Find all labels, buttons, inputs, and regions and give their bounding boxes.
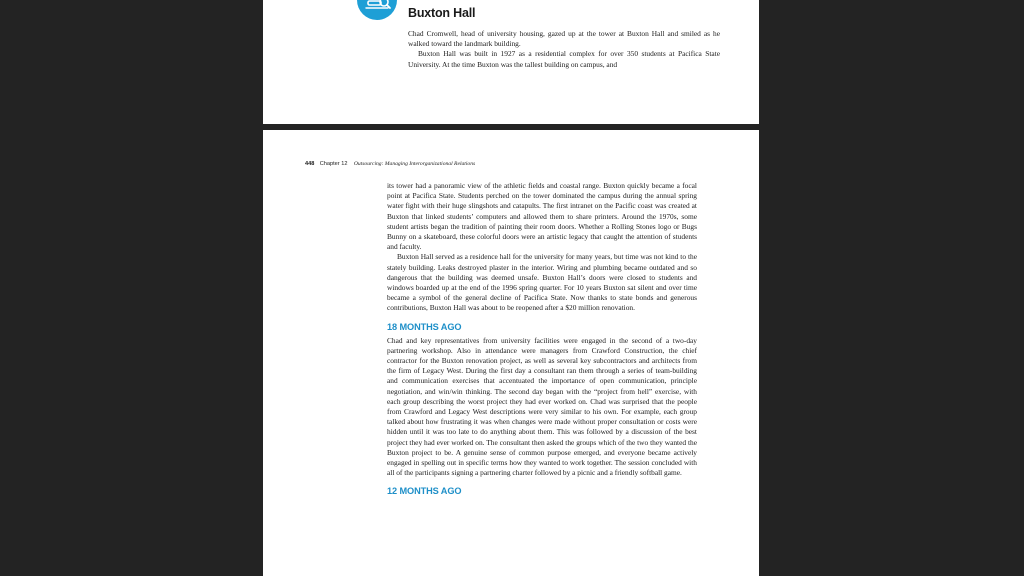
case-study-icon bbox=[357, 0, 397, 20]
page-top bbox=[263, 0, 759, 124]
paragraph: Chad Cromwell, head of university housing, gazed up at the tower at Buxton Hall and smiled as he walked toward the landmark building. bbox=[408, 29, 720, 49]
page-448 bbox=[263, 130, 759, 576]
case-title: Buxton Hall bbox=[408, 6, 476, 20]
paragraph: its tower had a panoramic view of the athletic fields and coastal range. Buxton quickly became a focal point at Pacifica State. Students perched on the tower dominated the campus during the annual spring water fight with their huge slingshots and catapults. The first intranet on the Pacific coast was created at Buxton that linked students’ computers and allowed them to share printers. Around the 1970s, some student artists began the tradition of painting their room doors. Whether a Rolling Stones logo or Bugs Bunny on a skateboard, these colorful doors were an artistic legacy that caught the attention of students and faculty. bbox=[387, 181, 697, 252]
main-body-text bbox=[387, 181, 697, 500]
section-heading: 12 MONTHS AGO bbox=[387, 486, 462, 497]
paragraph: Buxton Hall was built in 1927 as a residential complex for over 350 students at Pacifica State University. At the time Buxton was the tallest building on campus, and bbox=[408, 49, 720, 69]
chapter-label: Chapter 12 bbox=[319, 161, 348, 167]
page-number: 448 bbox=[305, 161, 315, 167]
paragraph: Chad and key representatives from university facilities were engaged in the second of a two-day partnering workshop. Also in attendance were managers from Crawford Construction, the chief contractor for the Buxton renovation project, as well as several key subcontractors and architects from the firm of Legacy West. During the first day a consultant ran them through a series of team-building and communication exercises that accentuated the importance of open communication, principle negotiation, and win/win thinking. The second day began with the “project from hell” exercise, with each group describing the worst project they had ever worked on. Chad was surprised that the people from Crawford and Legacy West descriptions were very similar to his own. For example, each group talked about how frustrating it was when changes were made without proper consultation or costs were hidden until it was too late to do anything about them. This was followed by a discussion of the best project they had ever worked on. The consultant then asked the groups which of the two they wanted the Buxton project to be. A genuine sense of common purpose emerged, and everyone became actively engaged in spelling out in specific terms how they wanted to work together. The session concluded with all of the participants signing a partnering charter followed by a picnic and a friendly softball game. bbox=[387, 335, 697, 478]
running-header bbox=[305, 161, 475, 167]
chapter-title: Outsourcing: Managing Interorganizational Relations bbox=[353, 161, 476, 167]
section-heading: 18 MONTHS AGO bbox=[387, 321, 462, 332]
paragraph: Buxton Hall served as a residence hall for the university for many years, but time was not kind to the stately building. Leaks destroyed plaster in the interior. Wiring and plumbing became outdated and so dangerous that the building was deemed unsafe. Buxton Hall’s doors were closed to students and windows boarded up at the end of the 1996 spring quarter. For 10 years Buxton sat silent and over time became a symbol of the general decline of Pacifica State. Now thanks to state bonds and generous contributions, Buxton Hall was about to be reopened after a $20 million renovation. bbox=[387, 252, 697, 313]
top-body-text bbox=[408, 29, 720, 70]
